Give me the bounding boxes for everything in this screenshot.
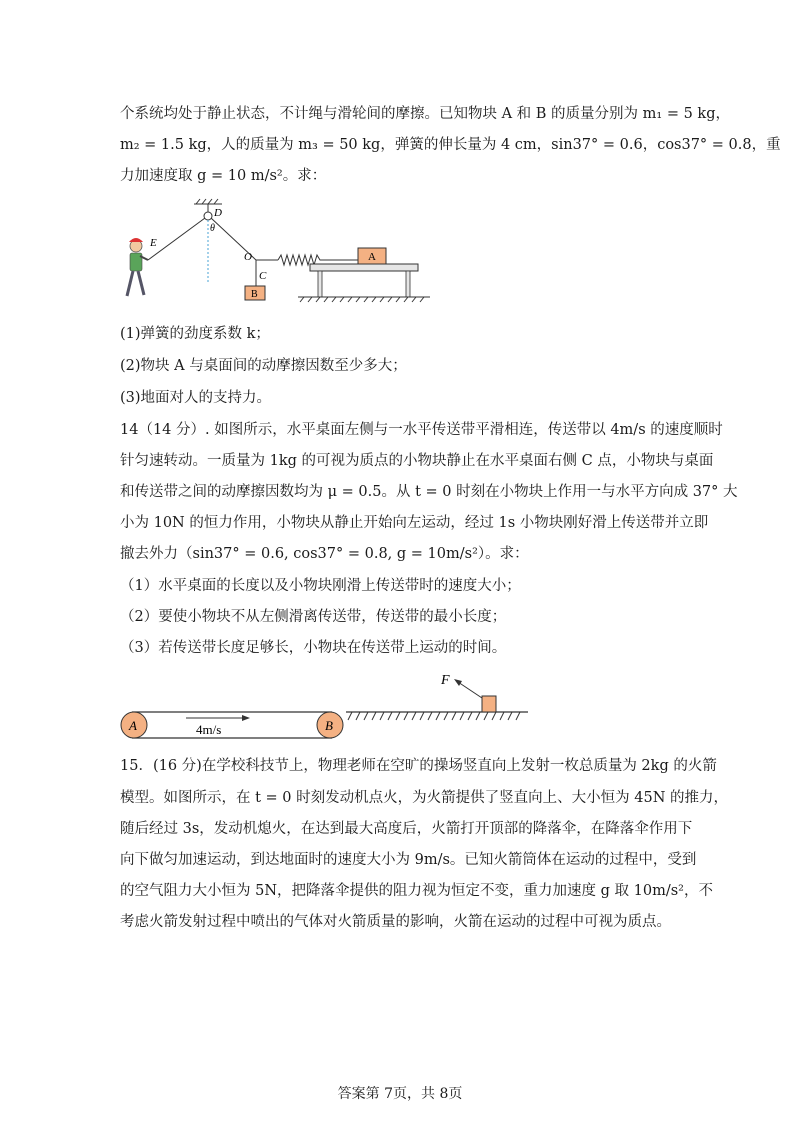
- p14-line-4: 小为 10N 的恒力作用，小物块从静止开始向左运动，经过 1s 小物块刚好滑上传送带并立即: [120, 515, 709, 531]
- label-theta: θ: [210, 223, 215, 234]
- table-top: [310, 264, 418, 271]
- label-roller-b: B: [325, 718, 333, 733]
- p13-line-1: 个系统均处于静止状态，不计绳与滑轮间的摩擦。已知物块 A 和 B 的质量分别为 m₁ = 5 kg，: [120, 106, 731, 122]
- person-figure: [127, 238, 148, 296]
- table-leg-right: [406, 271, 410, 297]
- pulley-d: [204, 212, 212, 220]
- label-b: B: [251, 289, 258, 300]
- p15-line-1: 15．(16 分)在学校科技节上，物理老师在空旷的操场竖直向上发射一枚总质量为 2kg 的火箭: [120, 758, 717, 774]
- p15-line-3: 随后经过 3s，发动机熄火，在达到最大高度后，火箭打开顶部的降落伞，在降落伞作用下: [120, 821, 693, 837]
- p13-question-3: (3)地面对人的支持力。: [120, 390, 272, 406]
- label-d: D: [214, 207, 222, 219]
- force-arrowhead: [454, 679, 462, 686]
- p13-question-1: (1)弹簧的劲度系数 k；: [120, 326, 270, 342]
- label-a: A: [368, 251, 376, 263]
- p14-question-3: （3）若传送带长度足够长，小物块在传送带上运动的时间。: [120, 640, 507, 656]
- p15-line-2: 模型。如图所示，在 t = 0 时刻发动机点火，为火箭提供了竖直向上、大小恒为 45N 的推力，: [120, 790, 728, 806]
- p14-figure: [116, 668, 536, 744]
- table-hatch: [348, 712, 520, 720]
- p15-line-4: 向下做匀加速运动，到达地面时的速度大小为 9m/s。已知火箭筒体在运动的过程中，受到: [120, 852, 697, 868]
- p14-line-3: 和传送带之间的动摩擦因数均为 μ = 0.5。从 t = 0 时刻在小物块上作用一与水平方向成 37° 大: [120, 484, 738, 500]
- label-roller-a: A: [129, 718, 137, 733]
- p13-line-2: m₂ = 1.5 kg，人的质量为 m₃ = 50 kg，弹簧的伸长量为 4 cm，sin37° = 0.6，cos37° = 0.8，重: [120, 137, 781, 153]
- force-arrow: [458, 682, 482, 698]
- p13-figure: [118, 198, 438, 308]
- p14-line-1: 14（14 分）. 如图所示，水平桌面左侧与一水平传送带平滑相连，传送带以 4m/s 的速度顺时: [120, 422, 723, 438]
- page-footer: 答案第 7页，共 8页: [337, 1086, 463, 1102]
- p14-line-2: 针匀速转动。一质量为 1kg 的可视为质点的小物块静止在水平桌面右侧 C 点，小物块与桌面: [120, 453, 714, 469]
- label-force: F: [441, 673, 450, 688]
- p13-line-3: 力加速度取 g = 10 m/s²。求：: [120, 168, 327, 184]
- small-block: [482, 696, 496, 712]
- p14-question-2: （2）要使小物块不从左侧滑离传送带，传送带的最小长度；: [120, 609, 507, 625]
- label-c: C: [259, 270, 267, 282]
- p13-question-2: (2)物块 A 与桌面间的动摩擦因数至少多大；: [120, 358, 407, 374]
- p15-line-5: 的空气阻力大小恒为 5N，把降落伞提供的阻力视为恒定不变，重力加速度 g 取 10m/s²，不: [120, 883, 713, 899]
- label-speed: 4m/s: [196, 722, 222, 737]
- label-o: O: [244, 251, 252, 263]
- p15-line-6: 考虑火箭发射过程中喷出的气体对火箭质量的影响，火箭在运动的过程中可视为质点。: [120, 914, 671, 930]
- p14-question-1: （1）水平桌面的长度以及小物块刚滑上传送带时的速度大小；: [120, 578, 521, 594]
- label-e: E: [150, 237, 157, 249]
- table-leg-left: [318, 271, 322, 297]
- ground: [298, 297, 430, 302]
- speed-arrowhead: [242, 715, 250, 721]
- p14-line-5: 撤去外力（sin37° = 0.6, cos37° = 0.8, g = 10m/s²）。求：: [120, 546, 529, 562]
